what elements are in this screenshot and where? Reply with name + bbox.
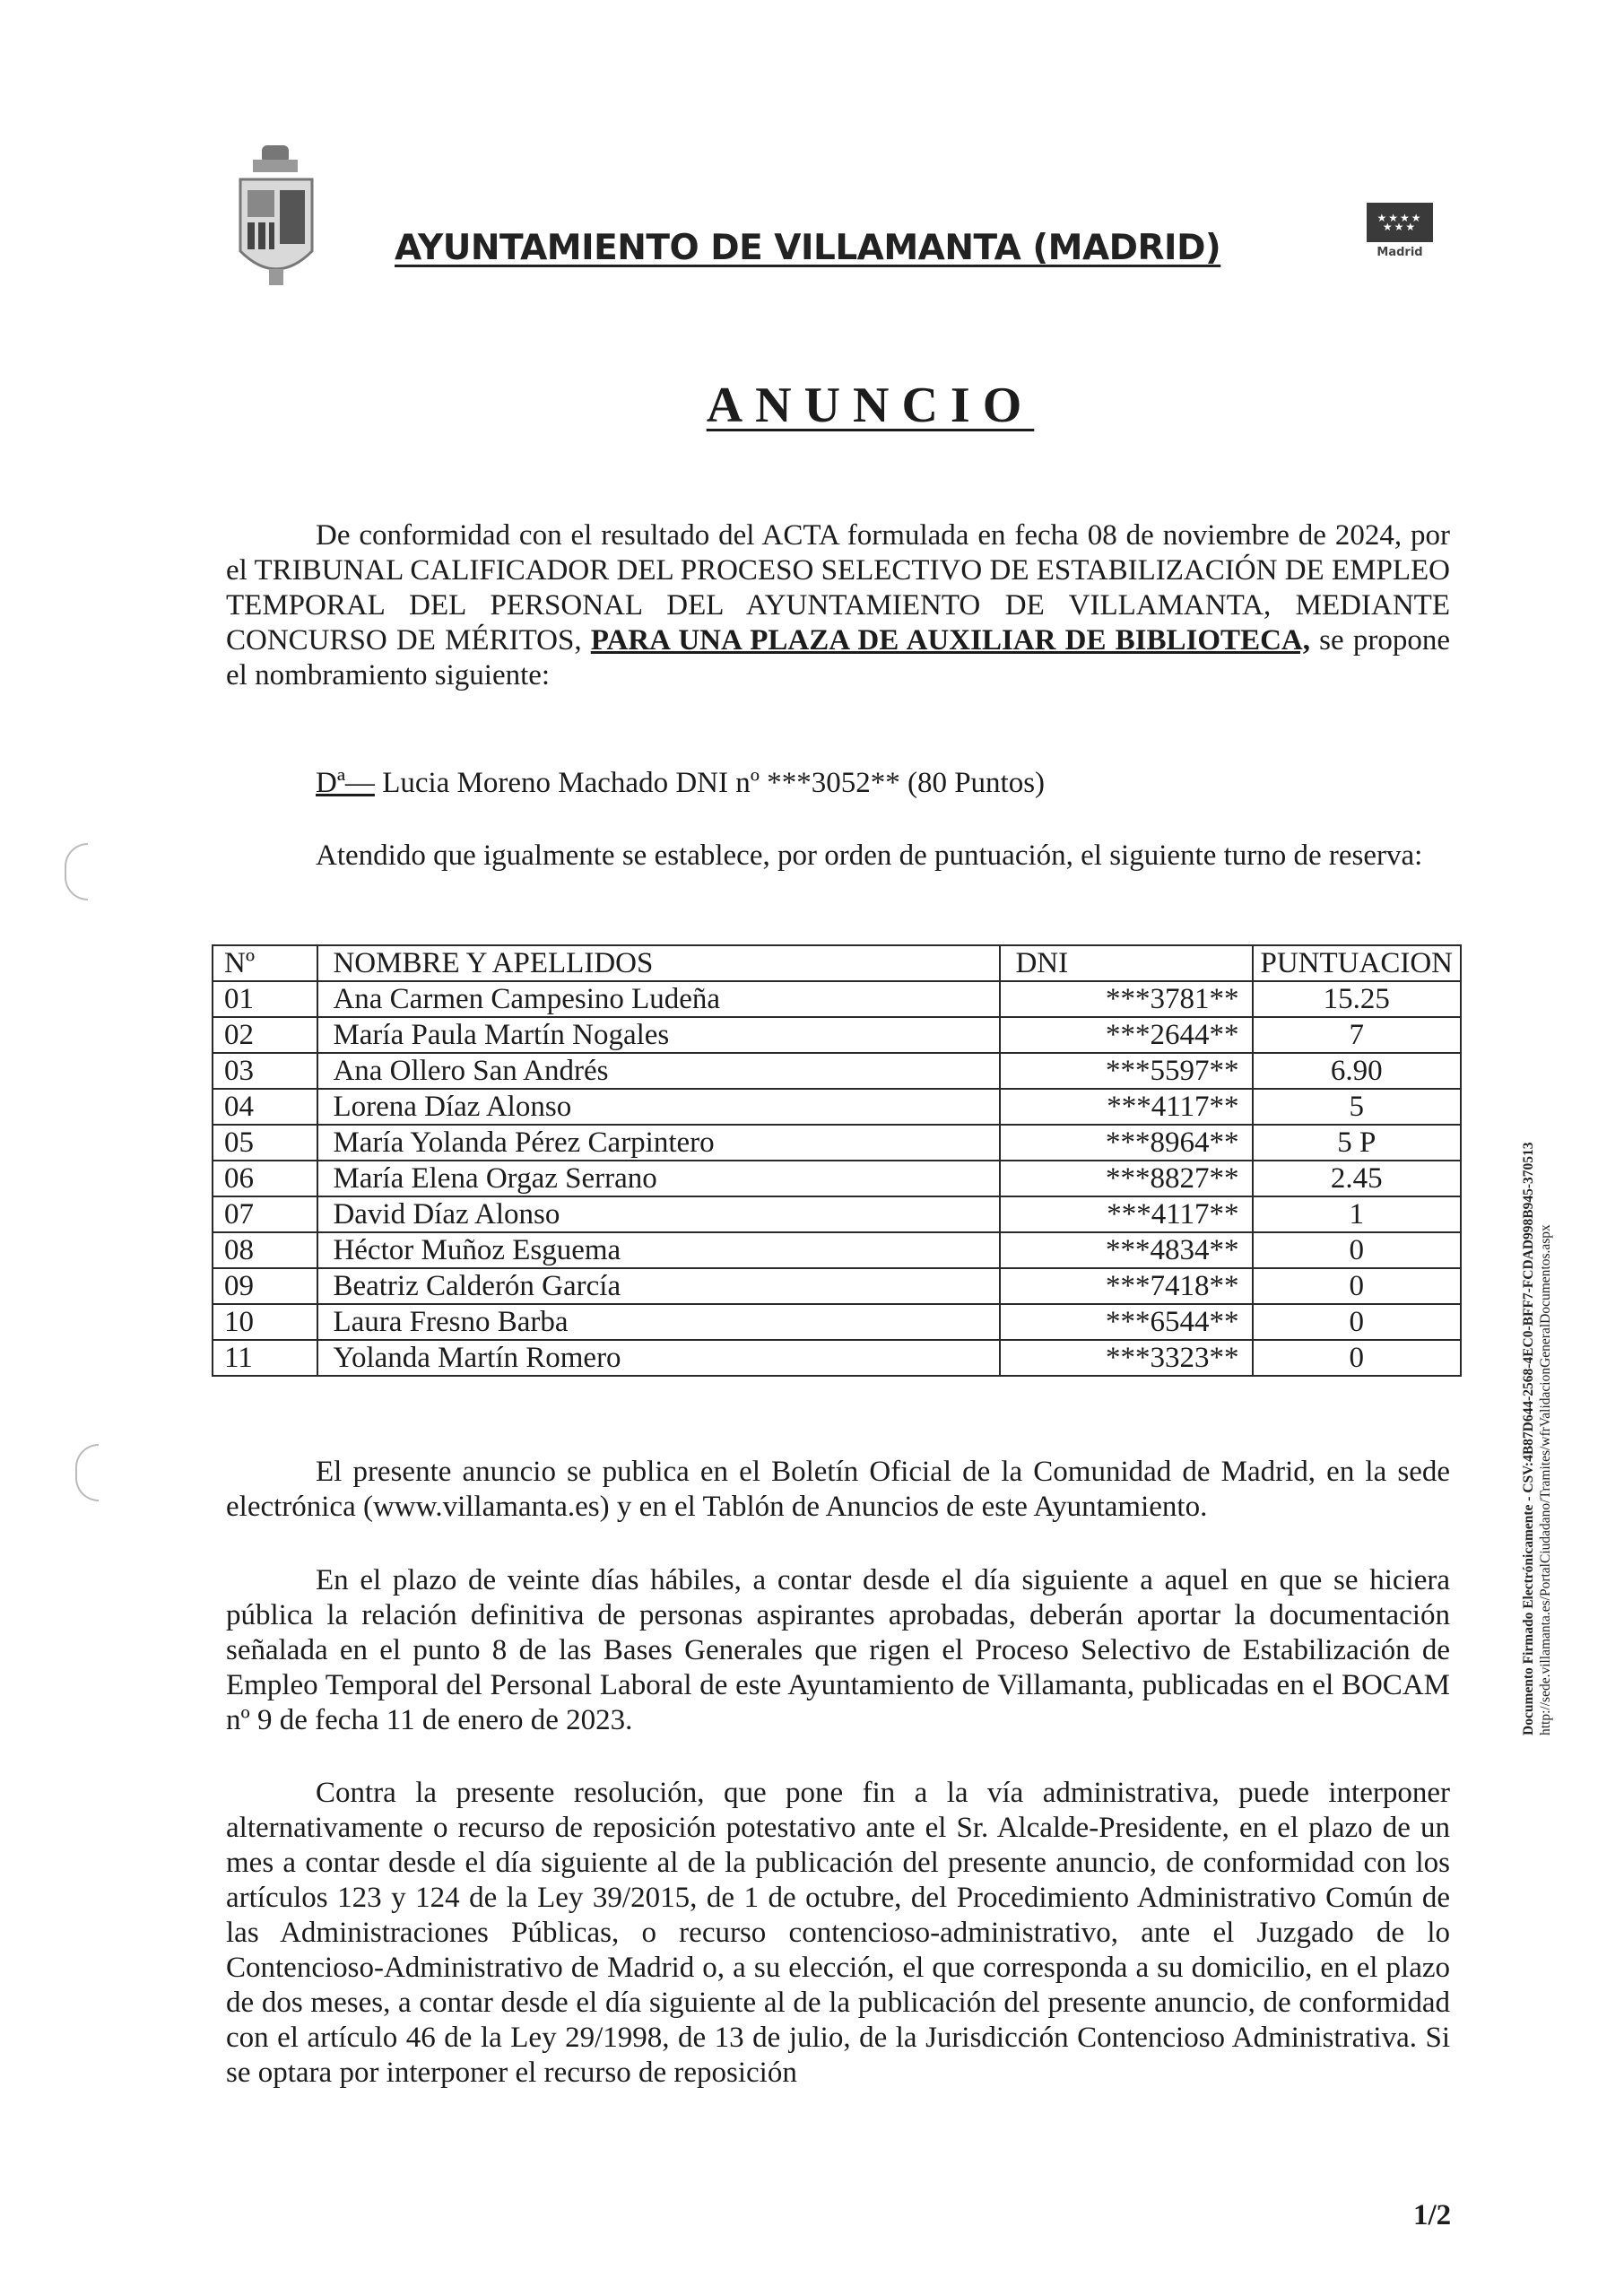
cell-dni: ***3781** — [1000, 981, 1252, 1017]
cell-name: Beatriz Calderón García — [317, 1268, 1000, 1304]
cell-name: María Elena Orgaz Serrano — [317, 1161, 1000, 1196]
cell-num: 06 — [213, 1161, 317, 1196]
intro-text-bold: PARA UNA PLAZA DE AUXILIAR DE BIBLIOTECA, — [590, 624, 1310, 657]
municipality-title: AYUNTAMIENTO DE VILLAMANTA (MADRID) — [395, 228, 1221, 268]
reserve-table — [212, 944, 1462, 1377]
cell-num: 09 — [213, 1268, 317, 1304]
cell-score: 0 — [1253, 1340, 1462, 1376]
table-header-row — [213, 945, 1461, 981]
cell-name: Lorena Díaz Alonso — [317, 1089, 1000, 1125]
table-row — [213, 1232, 1461, 1268]
madrid-logo-word: Madrid — [1376, 246, 1423, 259]
cell-name: Ana Carmen Campesino Ludeña — [317, 981, 1000, 1017]
cell-name: Ana Ollero San Andrés — [317, 1053, 1000, 1089]
table-row — [213, 1196, 1461, 1232]
cell-num: 01 — [213, 981, 317, 1017]
table-row — [213, 1017, 1461, 1053]
cell-num: 04 — [213, 1089, 317, 1125]
table-row — [213, 1340, 1461, 1376]
cell-dni: ***4117** — [1000, 1089, 1252, 1125]
electronic-signature-stamp — [1520, 1142, 1554, 1735]
scan-punch-mark — [65, 843, 88, 900]
cell-score: 5 P — [1253, 1125, 1462, 1161]
reserve-intro: Atendido que igualmente se establece, por orden de puntuación, el siguiente turno de reserva: — [316, 839, 1423, 872]
table-row — [213, 1268, 1461, 1304]
cell-score: 15.25 — [1253, 981, 1462, 1017]
table-row — [213, 1053, 1461, 1089]
header-name: NOMBRE Y APELLIDOS — [317, 945, 1000, 981]
cell-name: Héctor Muñoz Esguema — [317, 1232, 1000, 1268]
comunidad-madrid-logo — [1367, 203, 1433, 265]
coat-of-arms-logo — [235, 144, 317, 287]
cell-num: 07 — [213, 1196, 317, 1232]
cell-name: David Díaz Alonso — [317, 1196, 1000, 1232]
stamp-csv-line: Documento Firmado Electrónicamente - CSV:4B87D644-2568-4EC0-BFF7-FCDAD998B945-370513 — [1521, 1142, 1536, 1735]
header-dni: DNI — [1000, 945, 1252, 981]
appeal-paragraph: Contra la presente resolución, que pone fin a la vía administrativa, puede interponer alternativamente o recurso de reposición potestativo ante el Sr. Alcalde-Presidente, en el plazo de un mes a contar desde el día siguiente al de la publicación del presente anuncio, de conformidad con los artículos 123 y 124 de la Ley 39/2015, de 1 de octubre, del Procedimiento Administrativo Común de las Administraciones Públicas, o recurso contencioso-administrativo, ante el Juzgado de lo Contencioso-Administrativo de Madrid o, a su elección, el que corresponda a su domicilio, en el plazo de dos meses, a contar desde el día siguiente al de la publicación del presente anuncio, de conformidad con el artículo 46 de la Ley 29/1998, de 13 de julio, de la Jurisdicción Contencioso Administrativa. Si se optara por interponer el recurso de reposición — [226, 1777, 1450, 2089]
cell-num: 08 — [213, 1232, 317, 1268]
cell-name: Yolanda Martín Romero — [317, 1340, 1000, 1376]
cell-dni: ***5597** — [1000, 1053, 1252, 1089]
cell-dni: ***4117** — [1000, 1196, 1252, 1232]
cell-num: 05 — [213, 1125, 317, 1161]
intro-text-b: se propone el nombramiento siguiente: — [226, 624, 1450, 691]
cell-score: 6.90 — [1253, 1053, 1462, 1089]
cell-dni: ***8964** — [1000, 1125, 1252, 1161]
designation-prefix: Dª— — [316, 767, 375, 799]
header-score: PUNTUACION — [1253, 945, 1462, 981]
deadline-paragraph: En el plazo de veinte días hábiles, a contar desde el día siguiente a aquel en que se hiciera pública la relación definitiva de personas aspirantes aprobadas, deberán aportar la documentación señalada en el punto 8 de las Bases Generales que rigen el Proceso Selectivo de Estabilización de Empleo Temporal del Personal Laboral de este Ayuntamiento de Villamanta, publicadas en el BOCAM nº 9 de fecha 11 de enero de 2023. — [226, 1564, 1450, 1736]
intro-text-a: De conformidad con el resultado del ACTA formulada en fecha 08 de noviembre de 2024, por el TRIBUNAL CALIFICADOR DEL PROCESO SELECTIVO DE ESTABILIZACIÓN DE EMPLEO TEMPORAL DEL PERSONAL DEL AYUNTAMIENTO DE VILLAMANTA, MEDIANTE CONCURSO DE MÉRITOS, — [226, 519, 1450, 657]
document-title-text: ANUNCIO — [706, 378, 1035, 433]
cell-dni: ***7418** — [1000, 1268, 1252, 1304]
intro-paragraph — [226, 518, 1450, 693]
cell-score: 0 — [1253, 1304, 1462, 1340]
madrid-stars-icon: ★★★★ ★★★ — [1367, 203, 1433, 242]
stamp-url-line: http://sede.villamanta.es/PortalCiudadano/Tramites/wfrValidacionGeneralDocumentos.aspx — [1538, 1224, 1553, 1735]
cell-score: 1 — [1253, 1196, 1462, 1232]
document-title — [0, 377, 1624, 434]
cell-num: 02 — [213, 1017, 317, 1053]
table-row — [213, 1125, 1461, 1161]
cell-num: 03 — [213, 1053, 317, 1089]
scan-punch-mark — [75, 1444, 99, 1501]
table-row — [213, 1161, 1461, 1196]
cell-name: Laura Fresno Barba — [317, 1304, 1000, 1340]
table-row — [213, 1304, 1461, 1340]
designation-text: Lucia Moreno Machado DNI nº ***3052** (80 Puntos) — [382, 767, 1046, 799]
page-number: 1/2 — [1413, 2199, 1452, 2231]
cell-score: 2.45 — [1253, 1161, 1462, 1196]
publication-paragraph: El presente anuncio se publica en el Boletín Oficial de la Comunidad de Madrid, en la sede electrónica (www.villamanta.es) y en el Tablón de Anuncios de este Ayuntamiento. — [226, 1456, 1450, 1523]
cell-dni: ***8827** — [1000, 1161, 1252, 1196]
table-row — [213, 1089, 1461, 1125]
cell-name: María Yolanda Pérez Carpintero — [317, 1125, 1000, 1161]
cell-num: 10 — [213, 1304, 317, 1340]
cell-score: 5 — [1253, 1089, 1462, 1125]
table-row — [213, 981, 1461, 1017]
cell-dni: ***4834** — [1000, 1232, 1252, 1268]
designation-line — [316, 767, 1045, 800]
cell-dni: ***6544** — [1000, 1304, 1252, 1340]
cell-score: 7 — [1253, 1017, 1462, 1053]
cell-score: 0 — [1253, 1232, 1462, 1268]
header-num: Nº — [213, 945, 317, 981]
cell-score: 0 — [1253, 1268, 1462, 1304]
cell-dni: ***2644** — [1000, 1017, 1252, 1053]
cell-name: María Paula Martín Nogales — [317, 1017, 1000, 1053]
cell-dni: ***3323** — [1000, 1340, 1252, 1376]
cell-num: 11 — [213, 1340, 317, 1376]
